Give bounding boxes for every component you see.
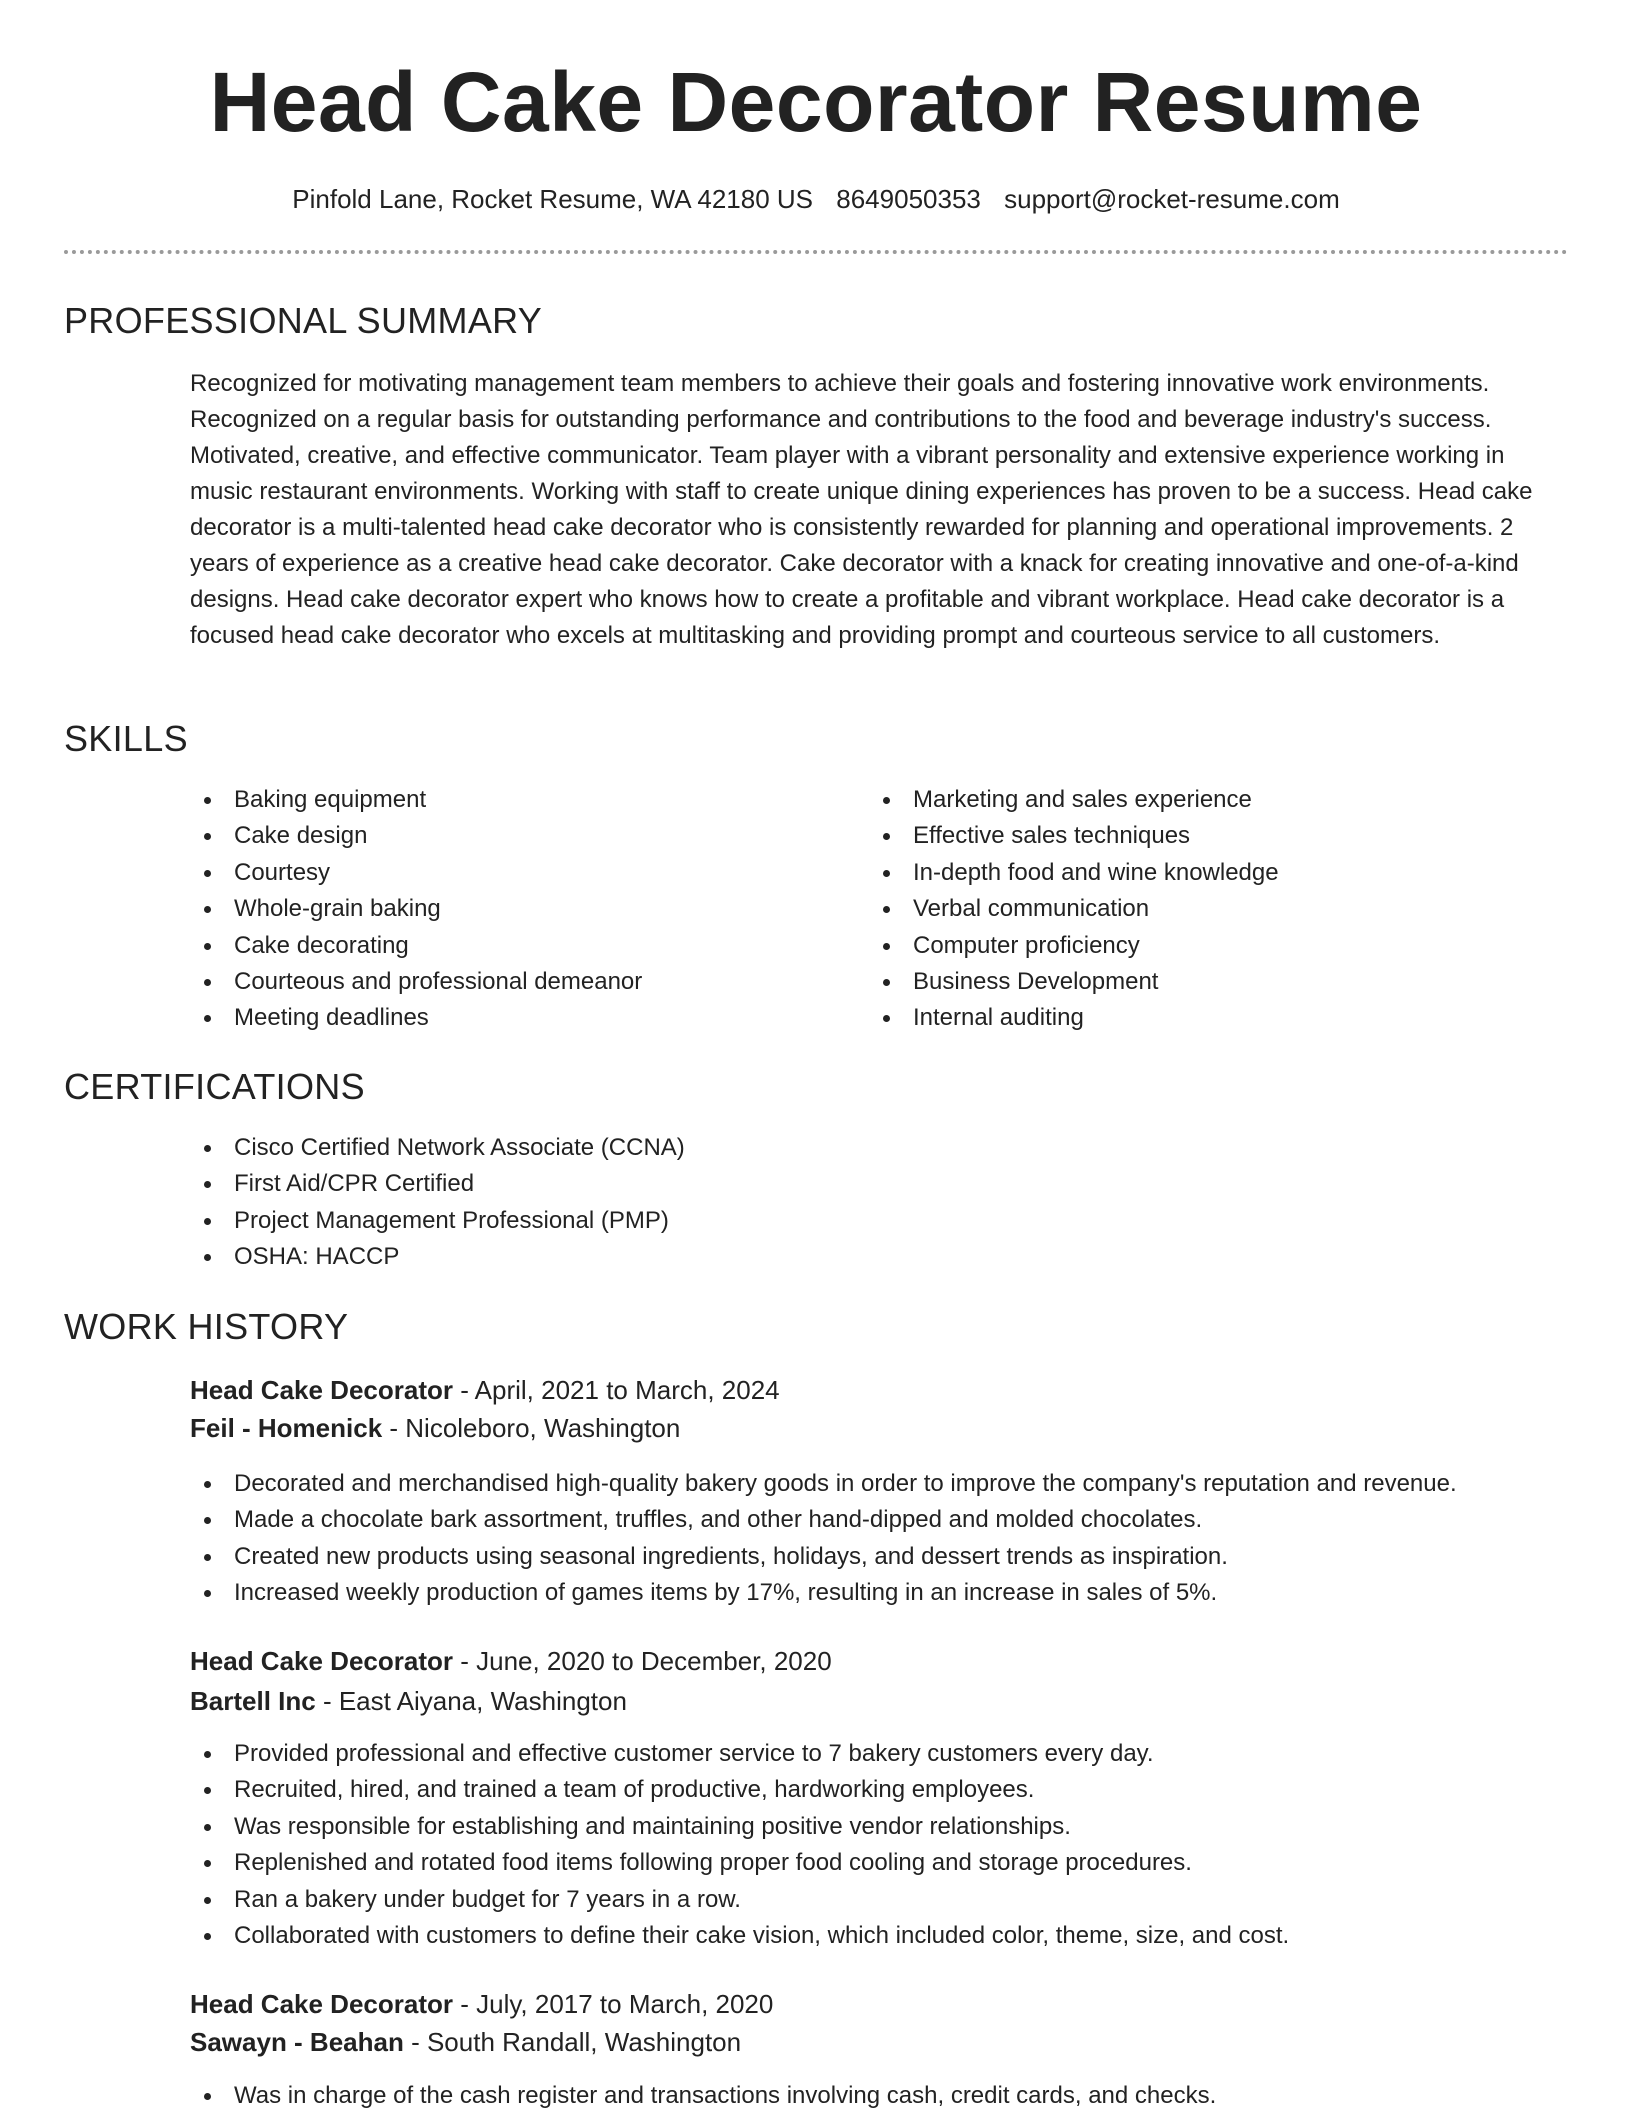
contact-line [0, 182, 1632, 216]
skill-item: Verbal communication [869, 891, 1509, 927]
skill-item: Baking equipment [190, 782, 830, 818]
job-bullets [190, 2078, 1568, 2114]
job-title-line [190, 1986, 773, 2022]
skill-item: Cake design [190, 818, 830, 854]
summary-text: Recognized for motivating management team members to achieve their goals and fostering innovative work environments. Recognized on a regular basis for outstanding performance and contributions to the food and beverage industry's success. Motivated, creative, and effective communicator. Team player with a vibrant personality and extensive experience working in music restaurant environments. Working with staff to create unique dining experiences has proven to be a success. Head cake decorator is a multi-talented head cake decorator who is consistently rewarded for planning and operational improvements. 2 years of experience as a creative head cake decorator. Cake decorator with a knack for creating innovative and one-of-a-kind designs. Head cake decorator expert who knows how to create a profitable and vibrant workplace. Head cake decorator is a focused head cake decorator who excels at multitasking and providing prompt and courteous service to all customers. [190, 370, 1533, 649]
job-dates: - June, 2020 to December, 2020 [453, 1646, 832, 1676]
header-divider [64, 250, 1568, 254]
job-bullet: Was in charge of the cash register and transactions involving cash, credit cards, and checks. [190, 2078, 1568, 2114]
skills-list-left [190, 782, 830, 1037]
job-bullet: Increased weekly production of games items by 17%, resulting in an increase in sales of 5%. [190, 1575, 1568, 1611]
skill-item: Meeting deadlines [190, 1000, 830, 1036]
contact-phone: 8649050353 [836, 184, 981, 214]
skill-item: Effective sales techniques [869, 818, 1509, 854]
skills-heading: SKILLS [64, 718, 188, 759]
skills-list-right [869, 782, 1509, 1037]
summary-heading: PROFESSIONAL SUMMARY [64, 300, 543, 341]
job-dates: - July, 2017 to March, 2020 [453, 1989, 774, 2019]
job-dates: - April, 2021 to March, 2024 [453, 1375, 780, 1405]
job-company-line [190, 1683, 627, 1719]
resume-title: Head Cake Decorator Resume [209, 55, 1423, 149]
skill-item: Courteous and professional demeanor [190, 964, 830, 1000]
job-location: - East Aiyana, Washington [315, 1686, 627, 1716]
contact-address: Pinfold Lane, Rocket Resume, WA 42180 US [292, 184, 814, 214]
job-bullet: Collaborated with customers to define their cake vision, which included color, theme, size, and cost. [190, 1918, 1568, 1954]
job-company-line [190, 1410, 680, 1446]
certification-item: OSHA: HACCP [190, 1239, 1568, 1275]
contact-email: support@rocket-resume.com [1004, 184, 1340, 214]
job-bullet: Provided professional and effective customer service to 7 bakery customers every day. [190, 1736, 1568, 1772]
job-bullets [190, 1466, 1568, 1612]
job-bullet: Created new products using seasonal ingredients, holidays, and dessert trends as inspiration. [190, 1539, 1568, 1575]
skill-item: Computer proficiency [869, 928, 1509, 964]
job-company: Feil - Homenick [190, 1413, 383, 1443]
skill-item: Internal auditing [869, 1000, 1509, 1036]
certification-item: Project Management Professional (PMP) [190, 1203, 1568, 1239]
job-company-line [190, 2024, 741, 2060]
job-bullet: Recruited, hired, and trained a team of productive, hardworking employees. [190, 1772, 1568, 1808]
job-location: - Nicoleboro, Washington [382, 1413, 681, 1443]
skill-item: Courtesy [190, 855, 830, 891]
job-bullet: Replenished and rotated food items following proper food cooling and storage procedures. [190, 1845, 1568, 1881]
job-title-line [190, 1372, 780, 1408]
certifications-list [190, 1130, 1568, 1276]
job-location: - South Randall, Washington [403, 2027, 742, 2057]
job-bullets [190, 1736, 1568, 1954]
job-bullet: Decorated and merchandised high-quality bakery goods in order to improve the company's reputation and revenue. [190, 1466, 1568, 1502]
job-title: Head Cake Decorator [190, 1375, 453, 1405]
job-title: Head Cake Decorator [190, 1646, 453, 1676]
certification-item: Cisco Certified Network Associate (CCNA) [190, 1130, 1568, 1166]
job-title: Head Cake Decorator [190, 1989, 453, 2019]
job-bullet: Was responsible for establishing and maintaining positive vendor relationships. [190, 1809, 1568, 1845]
job-company: Sawayn - Beahan [190, 2027, 404, 2057]
skill-item: Business Development [869, 964, 1509, 1000]
certifications-heading: CERTIFICATIONS [64, 1066, 365, 1107]
skill-item: Cake decorating [190, 928, 830, 964]
work-history-heading: WORK HISTORY [64, 1306, 349, 1347]
skill-item: Whole-grain baking [190, 891, 830, 927]
skill-item: Marketing and sales experience [869, 782, 1509, 818]
job-company: Bartell Inc [190, 1686, 316, 1716]
job-bullet: Ran a bakery under budget for 7 years in a row. [190, 1882, 1568, 1918]
job-bullet: Made a chocolate bark assortment, truffles, and other hand-dipped and molded chocolates. [190, 1502, 1568, 1538]
job-title-line [190, 1643, 832, 1679]
skill-item: In-depth food and wine knowledge [869, 855, 1509, 891]
certification-item: First Aid/CPR Certified [190, 1166, 1568, 1202]
